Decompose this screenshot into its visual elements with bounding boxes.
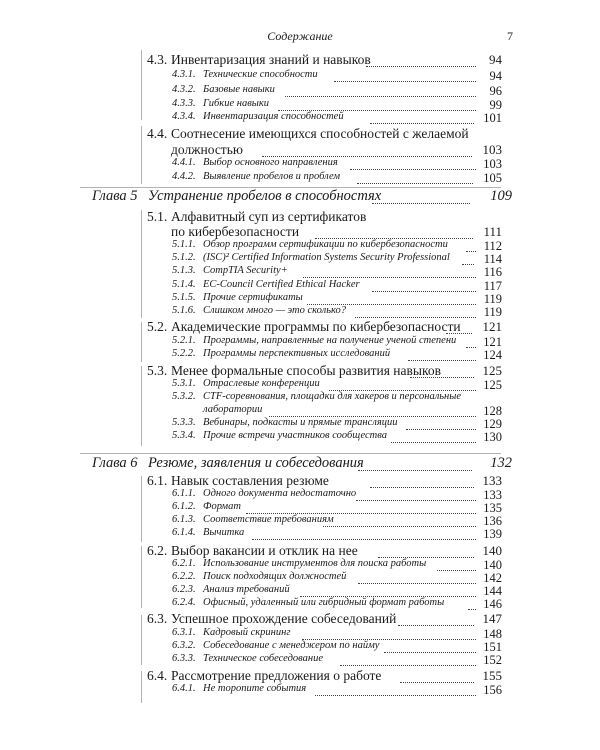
- section-title: Инвентаризация знаний и навыков: [171, 52, 371, 67]
- chapter-rule: [80, 453, 501, 454]
- toc-page: Содержание 7 4.3. Инвентаризация знаний и навыков 94 4.3.1. Технические способности 94 4.3.2. Базовые навыки 96 4.3.3. Гибкие навыки 99 4.3.4. Инвентаризация способностей 101 4.4. Соотнесение имеющихся способностей с желаемой должностью 103 4.4.1. Выбор основного направления 103 4.4.2. Выявление пробелов и проблем 105 Глава 5 Устранение пробелов в способностях 109 5.1. Алфавитный суп из сертификатов по кибербезопасности 111 5.1.1. Обзор программ сертификации по кибербезопасности 112 5.1.2. (ISC)² Certified Information Systems Security Professional 114 5.1.3. CompTIA Security+ 116 5.1.4. EC-Council Certified Ethical Hacker 117 5.1.5. Прочие сертификаты 119 5.1.6. Слишком много — это сколько? 119 5.2. Академические программы по кибербезопасности 121 5.2.1. Программы, направленные на получение ученой степени 121 5.2.2. Программы перспективных исследований 124 5.3. Менее формальные способы развития навыков 125 5.3.1. Отраслевые конференции 125 5.3.2. CTF-соревнования, площадки для хакеров и персональные лаборатории 128 5.3.3. Вебинары, подкасты и прямые трансляции 129 5.3.4. Прочие встречи участников сообщества 130 Глава 6 Резюме, заявления и собеседования 132 6.1. Навык составления резюме 133 6.1.1. Одного документа недостаточно 133 6.1.2. Формат 135 6.1.3. Соответствие требованиям 136 6.1.4. Вычитка 139 6.2. Выбор вакансии и отклик на нее 140 6.2.1. Использование инструментов для поиска работы 140 6.2.2. Поиск подходящих должностей 142 6.2.3. Анализ требований 144 6.2.4. Офисный, удаленный или гибридный формат работы 146 6.3. Успешное прохождение собеседований 147 6.3.1. Кадровый скрининг 148 6.3.2. Собеседование с менеджером по найму 151 6.3.3. Техническое собеседование 152 6.4. Рассмотрение предложения о работе 155 6.4.1. Не торопите события 156: [0, 0, 600, 750]
- section-rule: [141, 210, 142, 318]
- section-number: 4.3.: [147, 52, 168, 67]
- section-rule: [141, 322, 142, 362]
- page-number: 7: [507, 29, 513, 43]
- section-rule: [141, 126, 142, 184]
- page-ref: 94: [489, 52, 502, 67]
- section-rule: [141, 546, 142, 608]
- section-rule: [141, 476, 142, 542]
- section-rule: [141, 50, 142, 120]
- section-rule: [141, 671, 142, 703]
- running-title: Содержание: [267, 29, 333, 43]
- section-rule: [141, 615, 142, 665]
- chapter-label: Глава 5: [92, 188, 138, 204]
- chapter-title: Устранение пробелов в способностях: [148, 188, 382, 204]
- leader-dots: [366, 65, 476, 67]
- running-header: [0, 29, 600, 45]
- section-rule: [141, 366, 142, 446]
